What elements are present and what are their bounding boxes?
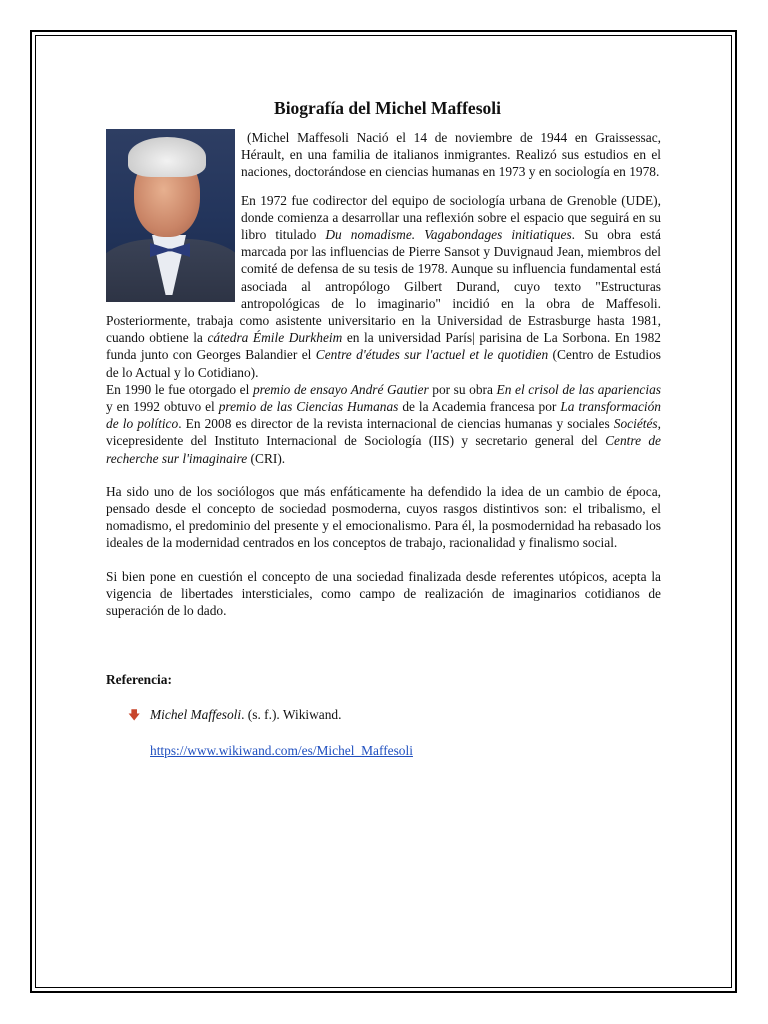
arrow-down-icon: 🡇 bbox=[128, 708, 141, 723]
references-list bbox=[106, 706, 661, 724]
paragraph-career: En 1972 fue codirector del equipo de sociología urbana de Grenoble (UDE), donde comienza a desarrollar una reflexión sobre el espacio que seguirá en su libro titulado Du nomadisme. Vagabondages initiatiques. Su obra está marcada por las influencias de Pierre Sansot y Duvignaud Jean, miembros del comité de defensa de su tesis de 1978. Aunque su influencia fundamental está asociada al antropólogo Gilbert Durand, cuyo texto "Estructuras antropológicas de lo imaginario" incidió en la obra de Maffesoli. Posteriormente, trabaja como asistente universitario en la Universidad de Estrasburge hasta 1981, cuando obtiene la cátedra Émile Durkheim en la universidad París| parisina de La Sorbona. En 1982 funda junto con Georges Balandier el Centre d'études sur l'actuel et le quotidien (Centro de Estudios de lo Actual y lo Cotidiano). bbox=[106, 192, 661, 380]
paragraph-birth: (Michel Maffesoli Nació el 14 de noviembre de 1944 en Graissessac, Hérault, en una familia de italianos inmigrantes. Realizó sus estudios en el naciones, doctorándose en ciencias humanas en 1973 y en sociología en 1978. bbox=[241, 130, 661, 180]
paragraph-awards: En 1990 le fue otorgado el premio de ensayo André Gautier por su obra En el crisol de las apariencias y en 1992 obtuvo el premio de las Ciencias Humanas de la Academia francesa por La transformación de lo político. En 2008 es director de la revista internacional de ciencias humanas y sociales Sociétés, vicepresidente del Instituto Internacional de Sociología (IIS) y secretario general del Centre de recherche sur l'imaginaire (CRI). bbox=[106, 381, 661, 466]
references-heading: Referencia: bbox=[106, 672, 172, 688]
reference-link[interactable]: https://www.wikiwand.com/es/Michel_Maffesoli bbox=[150, 742, 413, 758]
document-body bbox=[106, 97, 661, 759]
reference-item bbox=[106, 706, 661, 724]
paragraph-postmodernity: Ha sido uno de los sociólogos que más enfáticamente ha defendido la idea de un cambio de época, pensado desde el concepto de sociedad posmoderna, cuyos rasgos distintivos son: el tribalismo, el nomadismo, el predominio del presente y el emocionalismo. Para él, la posmodernidad ha rebasado los ideales de la modernidad centrados en los conceptos de trabajo, racionalidad y finalismo social. bbox=[106, 483, 661, 551]
page-title: Biografía del Michel Maffesoli bbox=[274, 98, 501, 118]
portrait-photo bbox=[106, 129, 235, 302]
reference-citation: Michel Maffesoli. (s. f.). Wikiwand. bbox=[150, 707, 342, 723]
paragraph-utopia: Si bien pone en cuestión el concepto de una sociedad finalizada desde referentes utópicos, acepta la vigencia de libertades intersticiales, como campo de realización de imaginarios cotidianos de superación de lo dado. bbox=[106, 568, 661, 619]
